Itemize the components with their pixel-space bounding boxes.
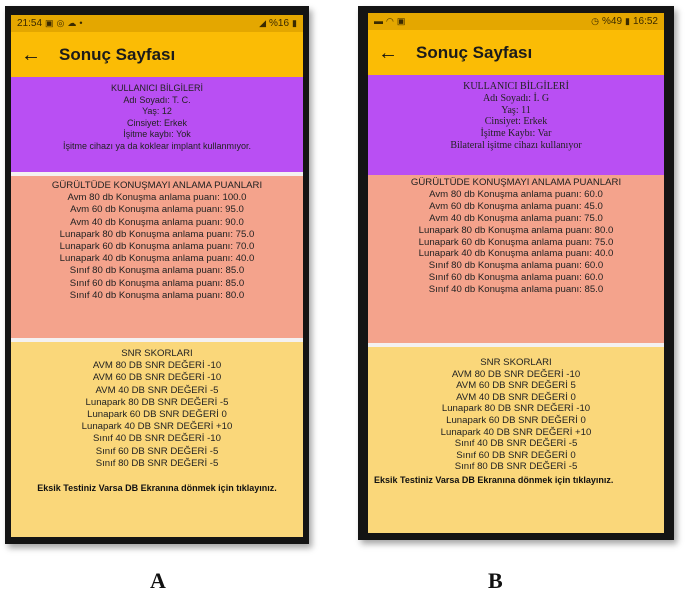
status-battery: %16 [269,18,290,29]
scores-section [11,176,303,338]
snr-row: AVM 60 DB SNR DEĞERİ -10 [92,372,222,384]
score-row: Avm 40 db Konuşma anlama puanı: 75.0 [429,212,603,224]
notification-icon: ▣ [396,16,406,26]
snr-row: AVM 80 DB SNR DEĞERİ -10 [451,368,581,380]
score-row: Lunapark 80 db Konuşma anlama puanı: 75.0 [59,228,255,240]
score-row: Sınıf 40 db Konuşma anlama puanı: 80.0 [69,289,245,301]
scores-heading: GÜRÜLTÜDE KONUŞMAYI ANLAMA PUANLARI [410,177,622,188]
user-name: Adı Soyadı: İ. G [482,92,550,104]
phone-b [358,6,674,540]
snr-row: Lunapark 40 DB SNR DEĞERİ +10 [440,426,592,438]
screen-a [11,15,303,537]
scores-section [368,175,664,343]
score-row: Lunapark 60 db Konuşma anlama puanı: 75.0 [418,236,614,248]
snr-row: AVM 40 DB SNR DEĞERİ 0 [456,391,576,403]
back-arrow-icon[interactable]: ← [21,43,41,66]
snr-row: Lunapark 60 DB SNR DEĞERİ 0 [446,414,586,426]
snr-row: Sınıf 60 DB SNR DEĞERİ -5 [95,445,219,457]
snr-row: Sınıf 40 DB SNR DEĞERİ -5 [454,438,578,450]
user-info-heading: KULLANICI BİLGİLERİ [110,83,204,93]
score-row: Lunapark 80 db Konuşma anlama puanı: 80.0 [418,224,614,236]
user-gender: Cinsiyet: Erkek [126,117,188,128]
snr-row: Lunapark 80 DB SNR DEĞERİ -5 [85,396,229,408]
user-name: Adı Soyadı: T. C. [123,94,191,105]
snr-row: AVM 40 DB SNR DEĞERİ -5 [95,384,219,396]
back-arrow-icon[interactable]: ← [378,41,398,64]
figure-caption-a: A [150,568,166,593]
user-age: Yaş: 12 [142,106,172,117]
status-bar [368,13,664,30]
snr-section [11,342,303,537]
snr-heading: SNR SKORLARI [480,357,552,368]
app-bar [11,32,303,77]
user-info-heading: KULLANICI BİLGİLERİ [463,81,569,92]
user-hearing-loss: İşitme Kaybı: Var [480,128,552,140]
user-hearing-loss: İşitme kaybı: Yok [123,129,191,140]
status-battery: %49 [602,16,623,27]
page-title: Sonuç Sayfası [59,44,176,64]
snr-heading: SNR SKORLARI [121,348,193,359]
user-device: Bilateral işitme cihazı kullanıyor [450,139,582,151]
snr-row: AVM 60 DB SNR DEĞERİ 5 [456,380,576,392]
snr-row: Sınıf 60 DB SNR DEĞERİ 0 [456,449,576,461]
dot-icon: • [79,18,83,28]
score-row: Avm 40 db Konuşma anlama puanı: 90.0 [70,216,244,228]
figure-caption-b: B [488,568,503,593]
status-time: 21:54 [17,18,43,29]
snr-row: Lunapark 60 DB SNR DEĞERİ 0 [87,409,227,421]
whatsapp-icon: ◎ [56,18,65,28]
screen-b [368,13,664,533]
score-row: Avm 60 db Konuşma anlama puanı: 45.0 [429,200,603,212]
snr-row: Lunapark 80 DB SNR DEĞERİ -10 [441,403,591,415]
score-row: Sınıf 80 db Konuşma anlama puanı: 60.0 [428,260,604,272]
score-row: Lunapark 60 db Konuşma anlama puanı: 70.0 [59,241,255,253]
user-gender: Cinsiyet: Erkek [484,116,548,128]
snr-row: Lunapark 40 DB SNR DEĞERİ +10 [81,421,233,433]
wifi-icon: ◠ [386,16,394,26]
score-row: Lunapark 40 db Konuşma anlama puanı: 40.0 [418,248,614,260]
user-device: İşitme cihazı ya da koklear implant kullanmıyor. [62,140,252,151]
status-bar [11,15,303,32]
score-row: Avm 80 db Konuşma anlama puanı: 100.0 [67,192,247,204]
phone-a [5,6,309,544]
scores-heading: GÜRÜLTÜDE KONUŞMAYI ANLAMA PUANLARI [51,180,263,191]
score-row: Sınıf 80 db Konuşma anlama puanı: 85.0 [69,265,245,277]
gallery-icon: ▣ [45,18,54,28]
score-row: Sınıf 40 db Konuşma anlama puanı: 85.0 [428,284,604,296]
user-age: Yaş: 11 [501,104,531,116]
score-row: Avm 80 db Konuşma anlama puanı: 60.0 [429,188,603,200]
snr-row: Sınıf 80 DB SNR DEĞERİ -5 [95,457,219,469]
user-info-section [11,77,303,172]
score-row: Lunapark 40 db Konuşma anlama puanı: 40.0 [59,253,255,265]
score-row: Sınıf 60 db Konuşma anlama puanı: 85.0 [69,277,245,289]
status-time: 16:52 [632,16,658,27]
alarm-icon: ◷ [591,16,599,26]
snr-row: Sınıf 80 DB SNR DEĞERİ -5 [454,461,578,473]
score-row: Sınıf 60 db Konuşma anlama puanı: 60.0 [428,272,604,284]
battery-icon: ▮ [292,18,297,28]
app-bar [368,30,664,75]
return-to-db-link[interactable]: Eksik Testiniz Varsa DB Ekranına dönmek için tıklayınız. [374,474,614,485]
signal-icon: ◢ [259,18,267,28]
battery-icon: ▮ [625,16,630,26]
snr-section [368,347,664,533]
return-to-db-link[interactable]: Eksik Testiniz Varsa DB Ekranına dönmek için tıklayınız. [37,483,277,494]
page-title: Sonuç Sayfası [416,42,533,62]
user-info-section [368,75,664,175]
carrier-icon: ▬ [374,16,383,26]
score-row: Avm 60 db Konuşma anlama puanı: 95.0 [70,204,244,216]
cloud-icon: ☁ [67,18,77,28]
snr-row: AVM 80 DB SNR DEĞERİ -10 [92,360,222,372]
snr-row: Sınıf 40 DB SNR DEĞERİ -10 [93,433,221,445]
